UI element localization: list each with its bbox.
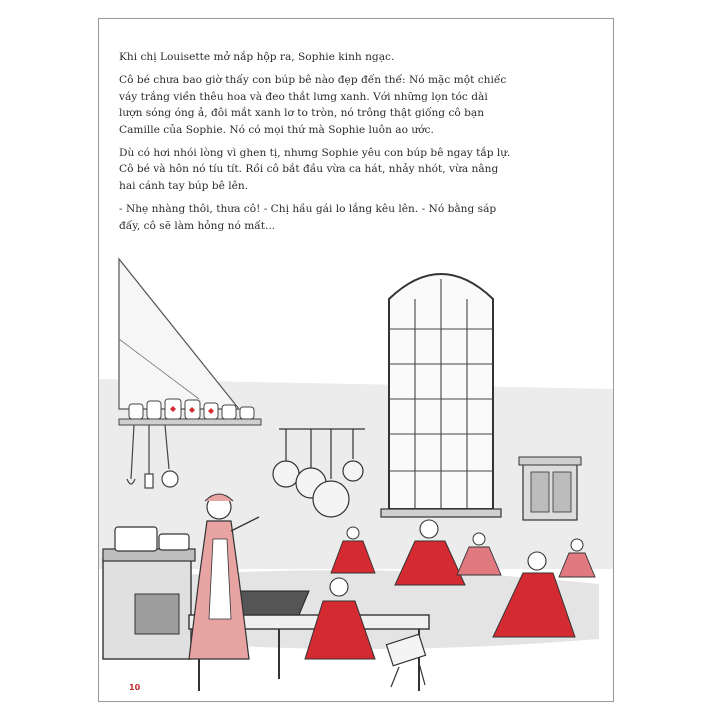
wall-cabinet — [519, 457, 581, 520]
paragraph-3: Dù có hơi nhói lòng vì ghen tị, nhưng Sophie yêu con búp bê ngay tắp lự. Cô bé và hôn nó tíu tít. Rồi cô bắt đầu vừa ca hát, nhảy nhót, vừa nâng hai cánh tay búp bê lên. — [119, 147, 511, 192]
book-page — [98, 18, 614, 702]
stove — [103, 527, 195, 659]
paragraph-1: Khi chị Louisette mở nắp hộp ra, Sophie kinh ngạc. — [119, 51, 395, 63]
kitchen-illustration — [99, 239, 614, 702]
paragraph-4: - Nhẹ nhàng thôi, thưa cô! - Chị hầu gái lo lắng kêu lên. - Nó bằng sáp đấy, cô sẽ làm hỏng nó mất... — [119, 203, 497, 232]
chimney-hood — [119, 259, 239, 409]
story-text — [119, 49, 514, 241]
window — [381, 274, 501, 517]
page-number: 10 — [129, 683, 141, 692]
paragraph-2: Cô bé chưa bao giờ thấy con búp bê nào đẹp đến thế: Nó mặc một chiếc váy trắng viền thêu hoa và đeo thắt lưng xanh. Với những lọn tóc dài lượn sóng óng ả, đôi mắt xanh lơ to tròn, nó trông thật giống cô bạn Camille của Sophie. Nó có mọi thứ mà Sophie luôn ao ước. — [119, 74, 507, 136]
